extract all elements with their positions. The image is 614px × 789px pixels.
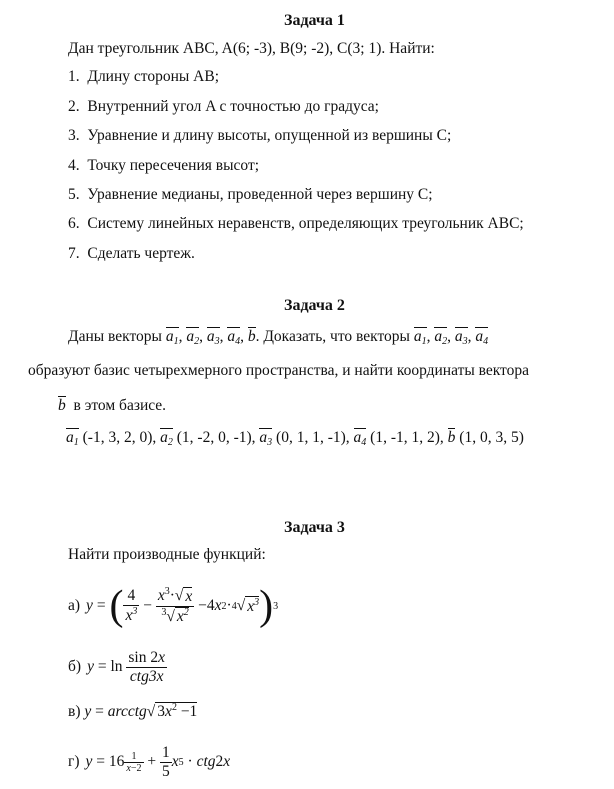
formula-b: б) y = ln $\frac{\sin 2x}{\text{ctg3x}}$: [68, 648, 165, 685]
vector-b: b: [58, 397, 66, 414]
vector-a4: $a_4$: [227, 328, 241, 347]
vector-a3: $a_3$: [454, 328, 468, 347]
task1-title: Задача 1: [284, 12, 345, 29]
task2-title: Задача 2: [284, 297, 345, 314]
list-item: 1. Длину стороны AB;: [68, 68, 220, 85]
vector-a1: $a_1$: [413, 328, 427, 347]
list-item: 4. Точку пересечения высот;: [68, 157, 260, 174]
task1-intro: Дан треугольник ABC, A(6; -3), B(9; -2), C(3; 1). Найти:: [68, 40, 435, 57]
task2-line2: образуют базис четырехмерного пространства, и найти координаты вектора: [28, 362, 530, 379]
task2-line1: Даны векторы $a_1$, $a_2$, $a_3$, $a_4$, b. Доказать, что векторы $a_1$, $a_2$, $a_3$, $a_4$: [68, 328, 489, 347]
vector-a1: $a_1$: [165, 328, 179, 347]
vector-a2: $a_2$: [186, 328, 200, 347]
formula-d: г) y = 16 $\frac{1}{x-2}$ + $\frac{1}{5}$ x 5 · ctg 2 x: [68, 743, 231, 780]
list-item: 6. Систему линейных неравенств, определяющих треугольник ABC;: [68, 215, 524, 232]
list-item: 2. Внутренний угол A с точностью до градуса;: [68, 98, 379, 115]
formula-a: а) y = ( $\frac{4}{x^3}$ − $\frac{x^3\cdot√ x}{^3√ x^2}$ −4 x 2 · 4 √ $x^3$ ) 3: [68, 583, 279, 629]
task3-title: Задача 3: [284, 519, 345, 536]
vector-a4: $a_4$: [475, 328, 489, 347]
task2-line3: b в этом базисе.: [58, 397, 167, 414]
formula-c: в) y = arcctg√ $3x^2 -1$: [68, 702, 198, 721]
vector-a3: $a_3$: [206, 328, 220, 347]
task2-coords: $a_1$ (-1, 3, 2, 0), $a_2$ (1, -2, 0, -1), $a_3$ (0, 1, 1, -1), $a_4$ (1, -1, 1, 2), b (1, 0, 3, 5): [66, 429, 524, 448]
task3-intro: Найти производные функций:: [68, 546, 266, 563]
list-item: 7. Сделать чертеж.: [68, 245, 195, 262]
list-item: 3. Уравнение и длину высоты, опущенной из вершины C;: [68, 127, 452, 144]
vector-a2: $a_2$: [434, 328, 448, 347]
vector-b: b: [247, 328, 256, 345]
list-item: 5. Уравнение медианы, проведенной через вершину C;: [68, 186, 433, 203]
